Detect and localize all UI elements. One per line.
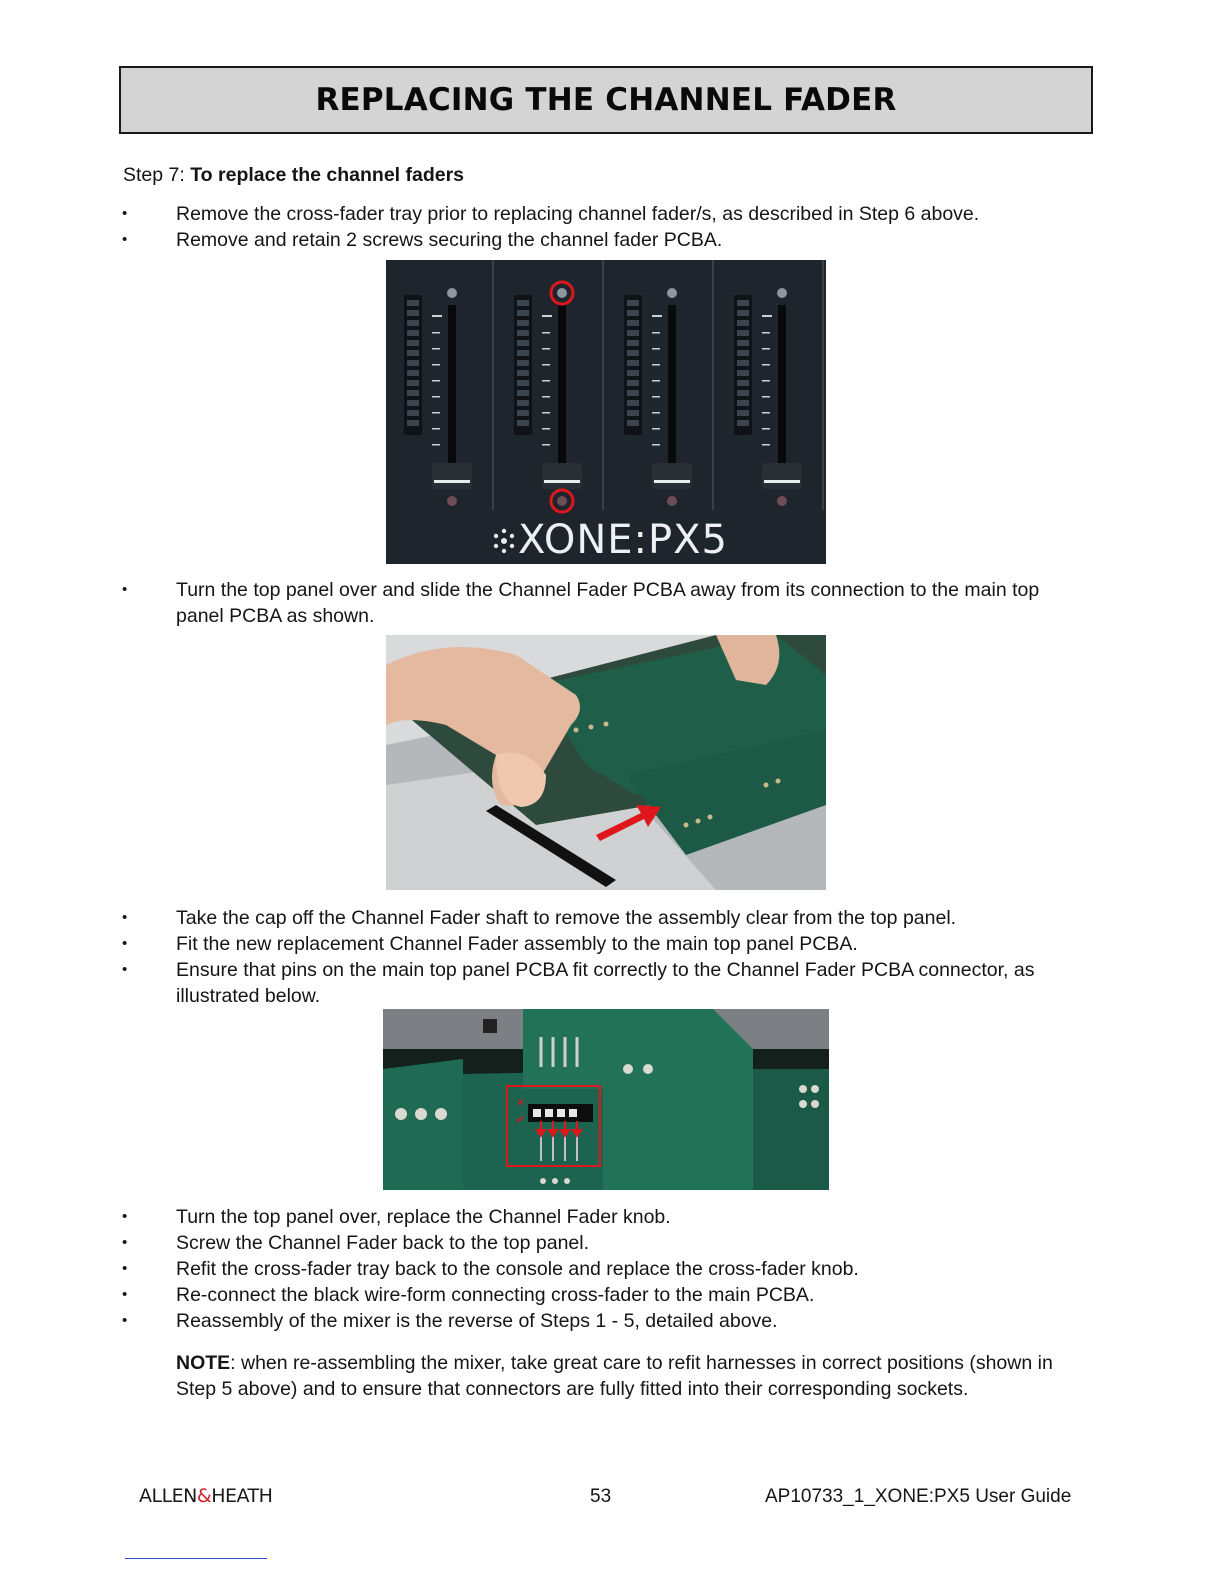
list-item: • Take the cap off the Channel Fader shaft to remove the assembly clear from the top panel. [118, 905, 1078, 931]
list-item: • Reassembly of the mixer is the reverse of Steps 1 - 5, detailed above. [118, 1308, 1078, 1334]
link-underline [125, 1558, 267, 1559]
bullet-list-a [118, 201, 1078, 253]
fader-panel-photo [386, 260, 826, 564]
step-title: To replace the channel faders [190, 164, 465, 186]
list-item: • Screw the Channel Fader back to the top panel. [118, 1230, 1078, 1256]
note-paragraph [176, 1350, 1056, 1402]
step-heading [123, 162, 464, 188]
bullet-list-b [118, 577, 1078, 629]
xone-logo: XONE:PX5 [518, 517, 728, 563]
brand-amp: & [196, 1485, 212, 1507]
list-item: • Remove the cross-fader tray prior to replacing channel fader/s, as described in Step 6 above. [118, 201, 1078, 227]
list-item: • Re-connect the black wire-form connecting cross-fader to the main PCBA. [118, 1282, 1078, 1308]
list-item: • Refit the cross-fader tray back to the console and replace the cross-fader knob. [118, 1256, 1078, 1282]
brand-left: ALLEN [139, 1485, 197, 1507]
step-prefix: Step 7: [123, 164, 191, 186]
note-label: NOTE [176, 1352, 231, 1374]
svg-text:✕: ✕ [516, 1096, 526, 1109]
pcba-slide-photo [386, 635, 826, 890]
title-banner [119, 66, 1093, 134]
connector-pins-photo [383, 1009, 829, 1190]
bullet-list-d [118, 1204, 1078, 1334]
list-item: • Ensure that pins on the main top panel PCBA fit correctly to the Channel Fader PCBA connector, as illustrated below. [118, 957, 1078, 1009]
brand-logo [139, 1485, 272, 1507]
list-item: • Turn the top panel over and slide the Channel Fader PCBA away from its connection to the main top panel PCBA as shown. [118, 577, 1078, 629]
bullet-list-c [118, 905, 1078, 1009]
svg-text:✔: ✔ [516, 1113, 526, 1126]
guide-reference: AP10733_1_XONE:PX5 User Guide [765, 1486, 1072, 1507]
page-number: 53 [590, 1486, 612, 1507]
list-item: • Remove and retain 2 screws securing the channel fader PCBA. [118, 227, 1078, 253]
page-title: REPLACING THE CHANNEL FADER [315, 82, 897, 118]
list-item: • Turn the top panel over, replace the Channel Fader knob. [118, 1204, 1078, 1230]
brand-right: HEATH [211, 1485, 273, 1507]
list-item: • Fit the new replacement Channel Fader assembly to the main top panel PCBA. [118, 931, 1078, 957]
note-text: : when re-assembling the mixer, take great care to refit harnesses in correct positions (shown in Step 5 above) and to ensure that connectors are fully fitted into their corresponding sockets. [176, 1352, 1053, 1400]
